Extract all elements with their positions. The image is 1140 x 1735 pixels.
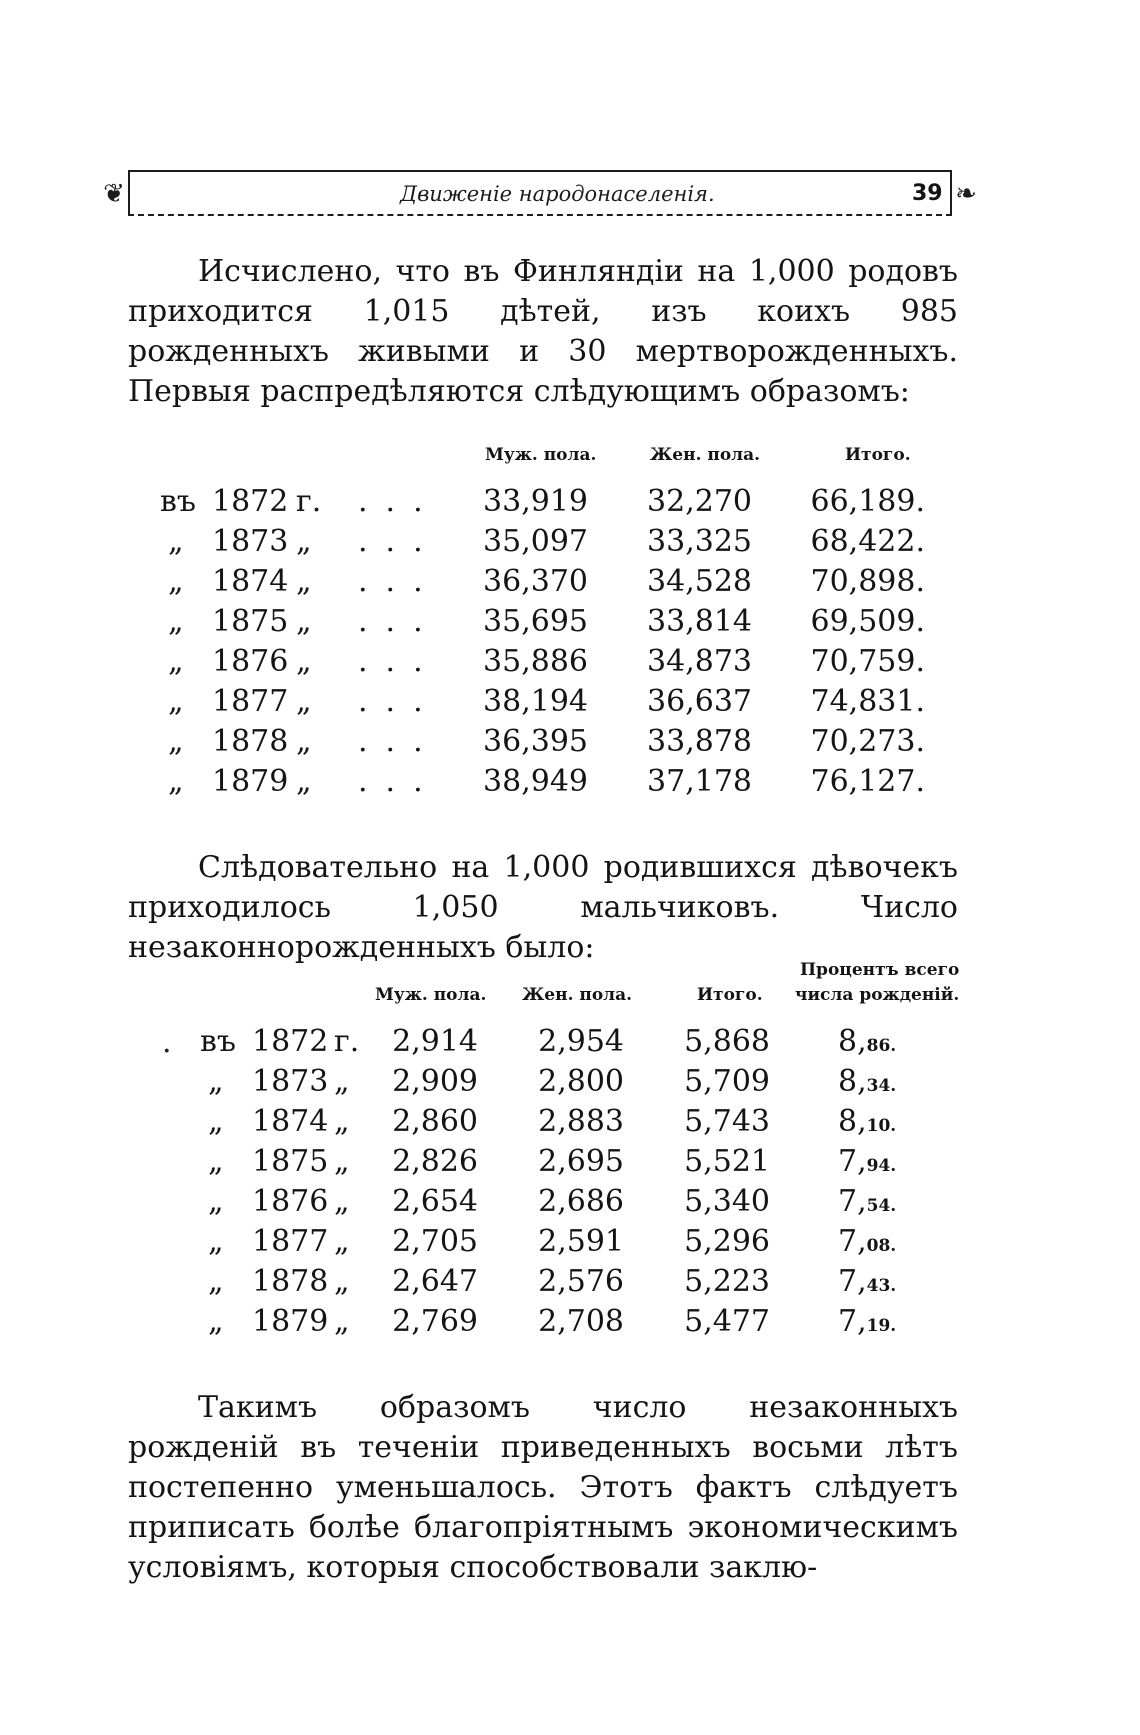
row-year-suffix: „ [334, 1224, 350, 1259]
row-year-suffix: „ [296, 604, 312, 639]
cell-percent [838, 1104, 896, 1139]
percent-decimal: 34. [866, 1076, 897, 1096]
percent-decimal: 10. [866, 1116, 897, 1136]
cell-female: 2,708 [538, 1304, 624, 1339]
cell-male: 2,705 [392, 1224, 478, 1259]
cell-male: 33,919 [483, 484, 588, 519]
row-year-suffix: „ [334, 1144, 350, 1179]
col-header-total: Итого. [697, 985, 763, 1005]
cell-female: 2,954 [538, 1024, 624, 1059]
cell-total: 5,709 [684, 1064, 770, 1099]
cell-total: 70,273. [810, 724, 925, 759]
row-year-suffix: „ [296, 564, 312, 599]
cell-male: 2,647 [392, 1264, 478, 1299]
cell-female: 2,695 [538, 1144, 624, 1179]
cell-percent [838, 1024, 896, 1059]
cell-male: 35,695 [483, 604, 588, 639]
row-leader-dots: ... [358, 524, 441, 559]
row-prefix: „ [168, 724, 184, 759]
header-rule-bottom [128, 214, 952, 216]
row-year-suffix: г. [296, 484, 322, 519]
col-header-female: Жен. пола. [522, 985, 633, 1005]
row-prefix: „ [168, 684, 184, 719]
cell-total: 5,340 [684, 1184, 770, 1219]
page-number: 39 [912, 181, 943, 206]
row-year-suffix: „ [296, 764, 312, 799]
row-year: 1877 [212, 684, 289, 719]
row-leader-dots: ... [358, 564, 441, 599]
cell-total: 5,223 [684, 1264, 770, 1299]
row-year-suffix: „ [296, 644, 312, 679]
cell-female: 36,637 [647, 684, 752, 719]
cell-female: 2,686 [538, 1184, 624, 1219]
col-header-male: Муж. пола. [485, 445, 597, 465]
row-year-suffix: г. [334, 1024, 360, 1059]
cell-percent [838, 1184, 896, 1219]
cell-male: 2,654 [392, 1184, 478, 1219]
header-rule-top [128, 170, 952, 172]
cell-total: 69,509. [810, 604, 925, 639]
cell-female: 33,814 [647, 604, 752, 639]
row-year: 1878 [252, 1264, 329, 1299]
cell-female: 2,576 [538, 1264, 624, 1299]
cell-total: 5,296 [684, 1224, 770, 1259]
row-year: 1879 [252, 1304, 329, 1339]
percent-decimal: 86. [866, 1036, 897, 1056]
stray-dot-mark: · [162, 1034, 172, 1069]
cell-male: 2,769 [392, 1304, 478, 1339]
percent-integer: 7, [838, 1144, 867, 1179]
row-year-suffix: „ [296, 524, 312, 559]
running-title: Движеніе народонаселенія. [400, 182, 715, 206]
row-prefix: „ [168, 644, 184, 679]
ornament-left-icon: ❦ [103, 179, 125, 209]
row-prefix: „ [208, 1104, 224, 1139]
running-header [100, 170, 980, 222]
row-prefix: въ [160, 484, 196, 519]
paragraph-intro: Исчислено, что въ Финляндіи на 1,000 родовъ приходится 1,015 дѣтей, изъ коихъ 985 рожденныхъ живыми и 30 мертворожденныхъ. Первыя распредѣляются слѣдующимъ образомъ: [128, 254, 958, 409]
row-year-suffix: „ [334, 1104, 350, 1139]
cell-total: 5,477 [684, 1304, 770, 1339]
row-year: 1873 [212, 524, 289, 559]
cell-percent [838, 1264, 896, 1299]
col-header-female: Жен. пола. [650, 445, 761, 465]
row-leader-dots: ... [358, 764, 441, 799]
cell-female: 33,878 [647, 724, 752, 759]
percent-decimal: 94. [866, 1156, 897, 1176]
cell-male: 36,370 [483, 564, 588, 599]
row-year: 1872 [212, 484, 289, 519]
cell-female: 37,178 [647, 764, 752, 799]
row-year-suffix: „ [334, 1184, 350, 1219]
row-prefix: „ [208, 1224, 224, 1259]
cell-female: 32,270 [647, 484, 752, 519]
cell-percent [838, 1064, 896, 1099]
row-year-suffix: „ [334, 1064, 350, 1099]
row-leader-dots: ... [358, 684, 441, 719]
row-year: 1876 [212, 644, 289, 679]
cell-male: 38,194 [483, 684, 588, 719]
cell-male: 38,949 [483, 764, 588, 799]
cell-female: 2,591 [538, 1224, 624, 1259]
percent-decimal: 19. [866, 1316, 897, 1336]
row-year: 1874 [212, 564, 289, 599]
row-year-suffix: „ [334, 1304, 350, 1339]
cell-total: 5,521 [684, 1144, 770, 1179]
col-header-male: Муж. пола. [375, 985, 487, 1005]
row-prefix: „ [168, 604, 184, 639]
row-leader-dots: ... [358, 724, 441, 759]
cell-female: 33,325 [647, 524, 752, 559]
row-year: 1875 [252, 1144, 329, 1179]
row-prefix: „ [208, 1144, 224, 1179]
row-prefix: „ [208, 1064, 224, 1099]
percent-integer: 8, [838, 1064, 867, 1099]
header-bar-left [128, 170, 130, 214]
cell-total: 68,422. [810, 524, 925, 559]
percent-integer: 7, [838, 1184, 867, 1219]
cell-female: 34,528 [647, 564, 752, 599]
row-leader-dots: ... [358, 484, 441, 519]
row-year: 1875 [212, 604, 289, 639]
row-leader-dots: ... [358, 604, 441, 639]
cell-male: 35,097 [483, 524, 588, 559]
percent-integer: 8, [838, 1024, 867, 1059]
cell-male: 2,860 [392, 1104, 478, 1139]
row-year: 1874 [252, 1104, 329, 1139]
row-year-suffix: „ [296, 724, 312, 759]
paragraph-ratio: Слѣдовательно на 1,000 родившихся дѣвочекъ приходилось 1,050 мальчиковъ. Число незаконнорожденныхъ было: [128, 850, 958, 965]
cell-female: 34,873 [647, 644, 752, 679]
cell-female: 2,883 [538, 1104, 624, 1139]
cell-male: 36,395 [483, 724, 588, 759]
cell-percent [838, 1304, 896, 1339]
row-leader-dots: ... [358, 644, 441, 679]
cell-male: 2,914 [392, 1024, 478, 1059]
cell-total: 74,831. [810, 684, 925, 719]
col-header-percent-line2: числа рожденій. [795, 985, 960, 1005]
row-prefix: „ [168, 524, 184, 559]
cell-total: 5,868 [684, 1024, 770, 1059]
cell-male: 35,886 [483, 644, 588, 679]
percent-decimal: 08. [866, 1236, 897, 1256]
percent-integer: 8, [838, 1104, 867, 1139]
percent-integer: 7, [838, 1224, 867, 1259]
row-prefix: „ [208, 1184, 224, 1219]
percent-integer: 7, [838, 1304, 867, 1339]
row-year: 1879 [212, 764, 289, 799]
row-prefix: „ [208, 1304, 224, 1339]
row-year: 1873 [252, 1064, 329, 1099]
percent-integer: 7, [838, 1264, 867, 1299]
col-header-percent-line1: Процентъ всего [800, 960, 960, 980]
cell-percent [838, 1144, 896, 1179]
cell-male: 2,909 [392, 1064, 478, 1099]
row-prefix: „ [168, 764, 184, 799]
percent-decimal: 43. [866, 1276, 897, 1296]
cell-total: 5,743 [684, 1104, 770, 1139]
percent-decimal: 54. [866, 1196, 897, 1216]
col-header-total: Итого. [845, 445, 911, 465]
cell-male: 2,826 [392, 1144, 478, 1179]
row-year: 1876 [252, 1184, 329, 1219]
cell-percent [838, 1224, 896, 1259]
row-year-suffix: „ [334, 1264, 350, 1299]
cell-total: 76,127. [810, 764, 925, 799]
row-prefix: „ [168, 564, 184, 599]
row-year: 1872 [252, 1024, 329, 1059]
cell-total: 70,898. [810, 564, 925, 599]
cell-female: 2,800 [538, 1064, 624, 1099]
row-year: 1878 [212, 724, 289, 759]
ornament-right-icon: ❧ [955, 179, 977, 209]
row-year: 1877 [252, 1224, 329, 1259]
row-prefix: въ [200, 1024, 236, 1059]
row-prefix: „ [208, 1264, 224, 1299]
cell-total: 66,189. [810, 484, 925, 519]
paragraph-conclusion: Такимъ образомъ число незаконныхъ рожденій въ теченіи приведенныхъ восьми лѣтъ постепенно уменьшалось. Этотъ фактъ слѣдуетъ приписать болѣе благопріятнымъ экономическимъ условіямъ, которыя способствовали заклю- [128, 1390, 958, 1585]
cell-total: 70,759. [810, 644, 925, 679]
row-year-suffix: „ [296, 684, 312, 719]
